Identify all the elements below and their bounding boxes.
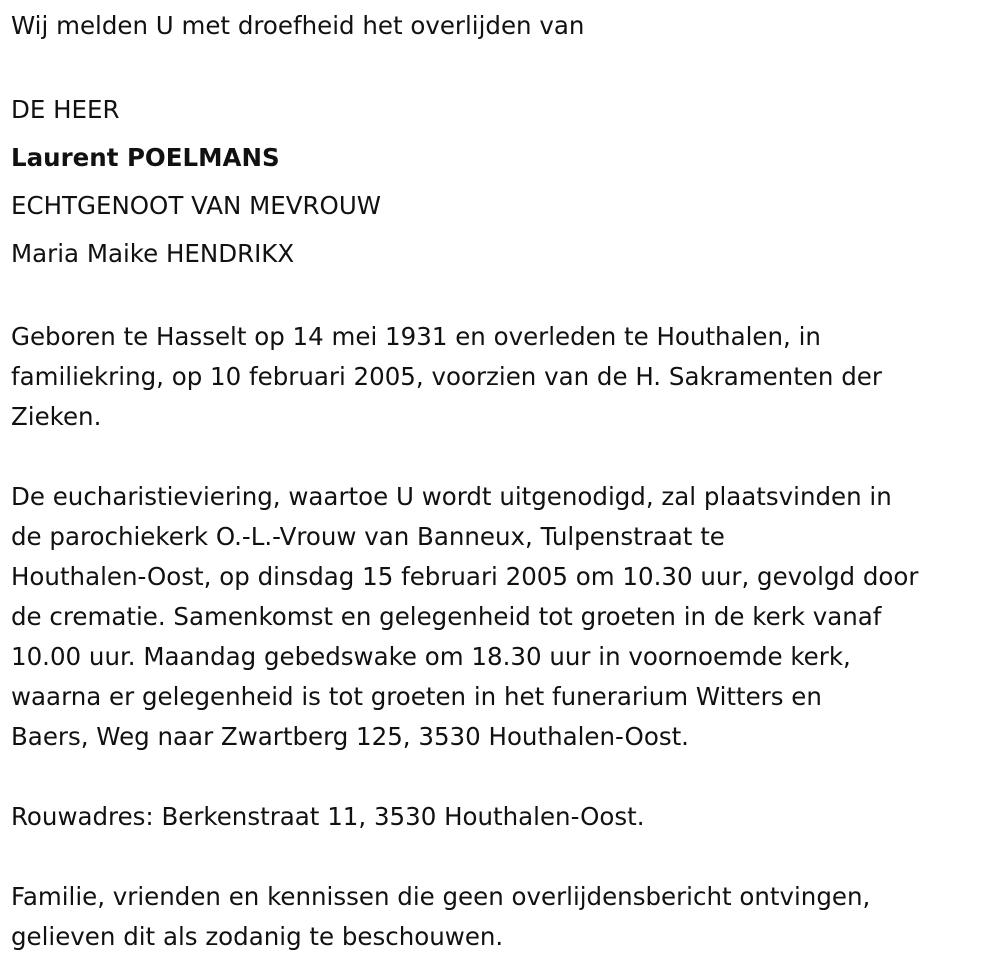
service-paragraph <box>11 477 990 757</box>
paragraph-line: De eucharistieviering, waartoe U wordt uitgenodigd, zal plaatsvinden in <box>11 482 892 511</box>
birth-death-paragraph <box>11 317 990 437</box>
deceased-block <box>11 86 990 278</box>
spouse-label: ECHTGENOOT VAN MEVROUW <box>11 191 382 220</box>
paragraph-line: de crematie. Samenkomst en gelegenheid tot groeten in de kerk vanaf <box>11 602 882 631</box>
closing-paragraph <box>11 877 990 957</box>
spacer <box>11 46 990 86</box>
salutation: DE HEER <box>11 95 120 124</box>
deceased-name: Laurent POELMANS <box>11 143 280 172</box>
paragraph-line: waarna er gelegenheid is tot groeten in het funerarium Witters en <box>11 682 822 711</box>
paragraph-line: Houthalen-Oost, op dinsdag 15 februari 2005 om 10.30 uur, gevolgd door <box>11 562 919 591</box>
paragraph-line: gelieven dit als zodanig te beschouwen. <box>11 922 504 951</box>
spouse-name: Maria Maike HENDRIKX <box>11 239 295 268</box>
paragraph-line: familiekring, op 10 februari 2005, voorzien van de H. Sakramenten der <box>11 362 882 391</box>
paragraph-line: Geboren te Hasselt op 14 mei 1931 en overleden te Houthalen, in <box>11 322 821 351</box>
paragraph-line: 10.00 uur. Maandag gebedswake om 18.30 uur in voornoemde kerk, <box>11 642 851 671</box>
intro-text: Wij melden U met droefheid het overlijden van <box>11 11 585 40</box>
paragraph-line: Familie, vrienden en kennissen die geen overlijdensbericht ontvingen, <box>11 882 871 911</box>
paragraph-line: Baers, Weg naar Zwartberg 125, 3530 Houthalen-Oost. <box>11 722 689 751</box>
paragraph-line: Zieken. <box>11 402 102 431</box>
mourning-address: Rouwadres: Berkenstraat 11, 3530 Houthalen-Oost. <box>11 802 645 831</box>
paragraph-line: de parochiekerk O.-L.-Vrouw van Banneux, Tulpenstraat te <box>11 522 725 551</box>
spacer <box>11 278 990 317</box>
spacer <box>11 757 990 797</box>
spacer <box>11 437 990 477</box>
spacer <box>11 837 990 877</box>
